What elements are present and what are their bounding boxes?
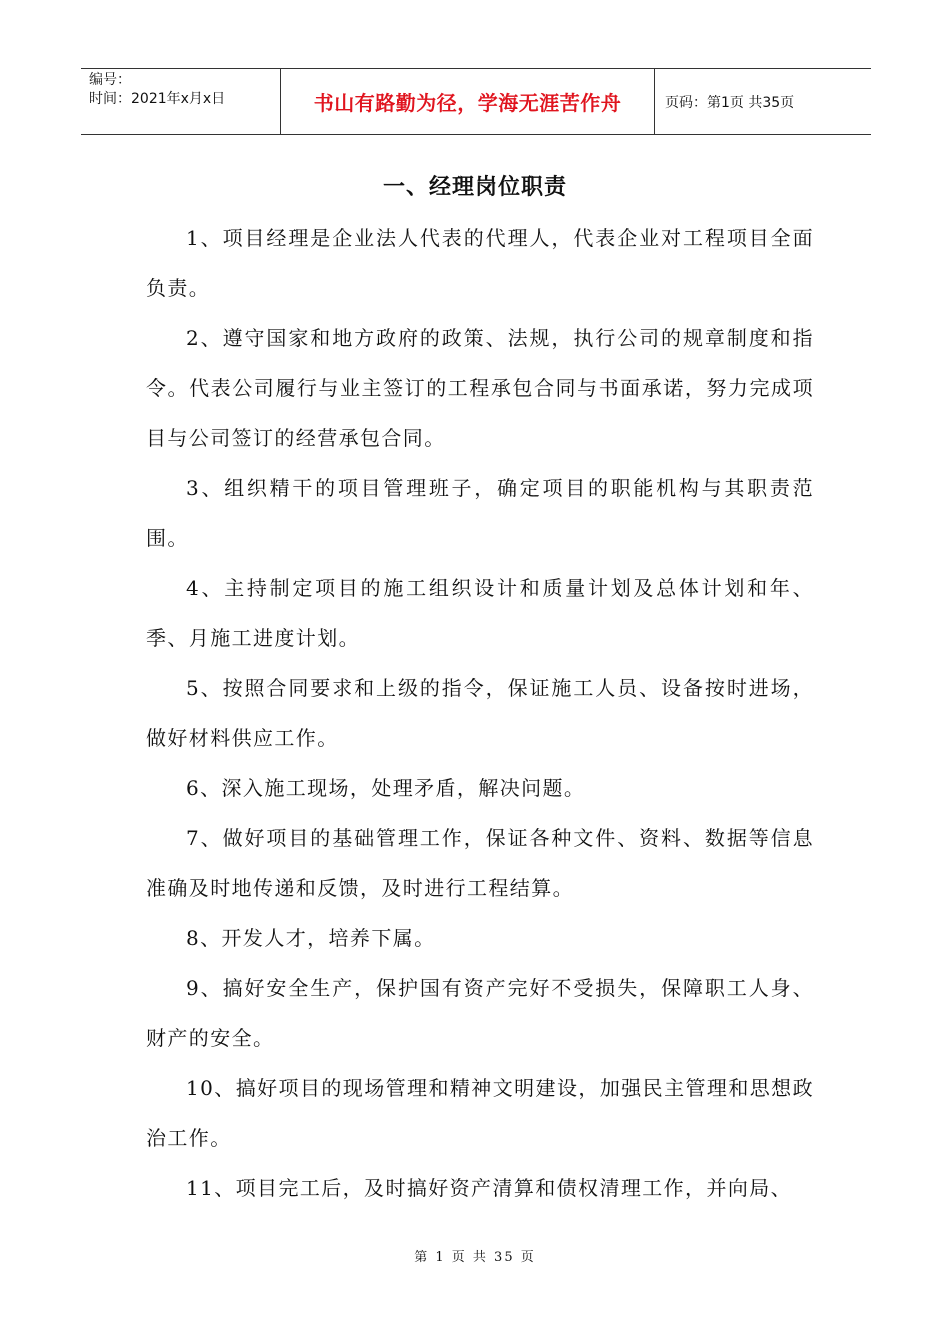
page-footer: 第 1 页 共 35 页 [414, 1250, 536, 1265]
paragraph-8: 8、开发人才，培养下属。 [186, 926, 436, 950]
paragraph-9: 9、搞好安全生产，保护国有资产完好不受损失，保障职工人身、财产的安全。 [146, 976, 814, 1050]
paragraph-2: 2、遵守国家和地方政府的政策、法规，执行公司的规章制度和指令。代表公司履行与业主签订的工程承包合同与书面承诺，努力完成项目与公司签订的经营承包合同。 [146, 326, 814, 450]
header-page-info: 页码：第1页 共35页 [665, 94, 795, 111]
document-date: 时间：2021年x月x日 [89, 91, 226, 107]
header-motto: 书山有路勤为径，学海无涯苦作舟 [313, 91, 622, 115]
header-page-cell [655, 69, 871, 134]
document-number-label: 编号： [89, 72, 131, 88]
paragraph-7: 7、做好项目的基础管理工作，保证各种文件、资料、数据等信息准确及时地传递和反馈，及时进行工程结算。 [146, 826, 814, 900]
paragraph-10: 10、搞好项目的现场管理和精神文明建设，加强民主管理和思想政治工作。 [146, 1076, 814, 1150]
document-body [146, 213, 814, 1213]
paragraph-4: 4、主持制定项目的施工组织设计和质量计划及总体计划和年、季、月施工进度计划。 [146, 576, 814, 650]
header-motto-cell [281, 69, 655, 134]
paragraph-5: 5、按照合同要求和上级的指令，保证施工人员、设备按时进场，做好材料供应工作。 [146, 676, 814, 750]
page-title: 一、经理岗位职责 [382, 175, 567, 200]
paragraph-1: 1、项目经理是企业法人代表的代理人，代表企业对工程项目全面负责。 [146, 226, 814, 300]
paragraph-3: 3、组织精干的项目管理班子，确定项目的职能机构与其职责范围。 [146, 476, 814, 550]
paragraph-11: 11、项目完工后，及时搞好资产清算和债权清理工作，并向局、 [186, 1176, 793, 1200]
document-header [81, 68, 871, 135]
paragraph-6: 6、深入施工现场，处理矛盾，解决问题。 [186, 776, 586, 800]
header-meta [81, 69, 281, 134]
